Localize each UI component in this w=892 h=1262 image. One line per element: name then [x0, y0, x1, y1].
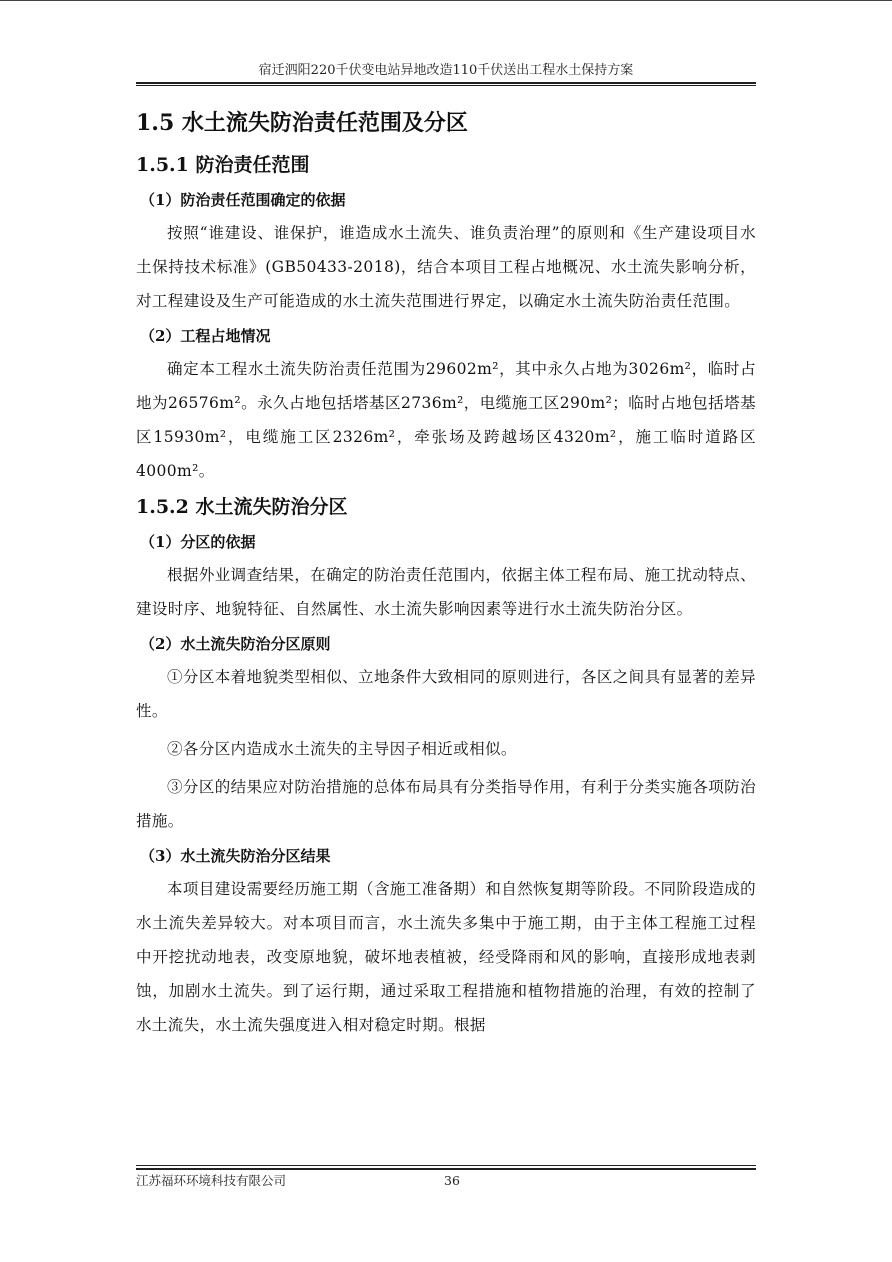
paragraph-zoning-results: 本项目建设需要经历施工期（含施工准备期）和自然恢复期等阶段。不同阶段造成的水土流失差异较大。对本项目而言，水土流失多集中于施工期，由于主体工程施工过程中开挖扰动地表，改变原地貌，破坏地表植被，经受降雨和风的影响，直接形成地表剥蚀，加剧水土流失。到了运行期，通过采取工程措施和植物措施的治理，有效的控制了水土流失，水土流失强度进入相对稳定时期。根据 [136, 880, 756, 1034]
footer-rule [136, 1168, 756, 1170]
subheading-zoning-basis: （1）分区的依据 [140, 533, 256, 551]
section-heading-1-5-2: 1.5.2 水土流失防治分区 [136, 496, 348, 518]
footer-rule-thin [136, 1165, 756, 1166]
principle-item-3: ③分区的结果应对防治措施的总体布局具有分类指导作用，有利于分类实施各项防治措施。 [136, 778, 756, 830]
principle-item-2: ②各分区内造成水土流失的主导因子相近或相似。 [167, 740, 517, 758]
subheading-zoning-results: （3）水土流失防治分区结果 [140, 847, 331, 865]
page-body [136, 106, 756, 1046]
section-heading-1-5-1: 1.5.1 防治责任范围 [136, 154, 310, 176]
header-rule [136, 82, 756, 84]
subheading-zoning-principles: （2）水土流失防治分区原则 [140, 635, 331, 653]
subheading-responsibility-basis: （1）防治责任范围确定的依据 [140, 191, 346, 209]
paragraph-land-occupation: 确定本工程水土流失防治责任范围为29602m²，其中永久占地为3026m²，临时占地为26576m²。永久占地包括塔基区2736m²，电缆施工区290m²；临时占地包括塔基区15930m²，电缆施工区2326m²，牵张场及跨越场区4320m²，施工临时道路区4000m²。 [136, 360, 756, 480]
principle-item-1: ①分区本着地貌类型相似、立地条件大致相同的原则进行，各区之间具有显著的差异性。 [136, 668, 756, 720]
footer-company: 江苏福环环境科技有限公司 [136, 1173, 287, 1188]
page-top-border [0, 0, 892, 1]
page-number: 36 [444, 1173, 460, 1188]
running-header: 宿迁泗阳220千伏变电站异地改造110千伏送出工程水土保持方案 [258, 63, 634, 78]
subheading-land-occupation: （2）工程占地情况 [140, 327, 271, 345]
paragraph-responsibility-basis: 按照“谁建设、谁保护，谁造成水土流失、谁负责治理”的原则和《生产建设项目水土保持技术标准》(GB50433-2018)，结合本项目工程占地概况、水土流失影响分析，对工程建设及生产可能造成的水土流失范围进行界定，以确定水土流失防治责任范围。 [136, 224, 756, 310]
paragraph-zoning-basis: 根据外业调查结果，在确定的防治责任范围内，依据主体工程布局、施工扰动特点、建设时序、地貌特征、自然属性、水土流失影响因素等进行水土流失防治分区。 [136, 566, 756, 618]
section-heading-1-5: 1.5 水土流失防治责任范围及分区 [136, 110, 468, 136]
header-rule-thin [136, 85, 756, 86]
